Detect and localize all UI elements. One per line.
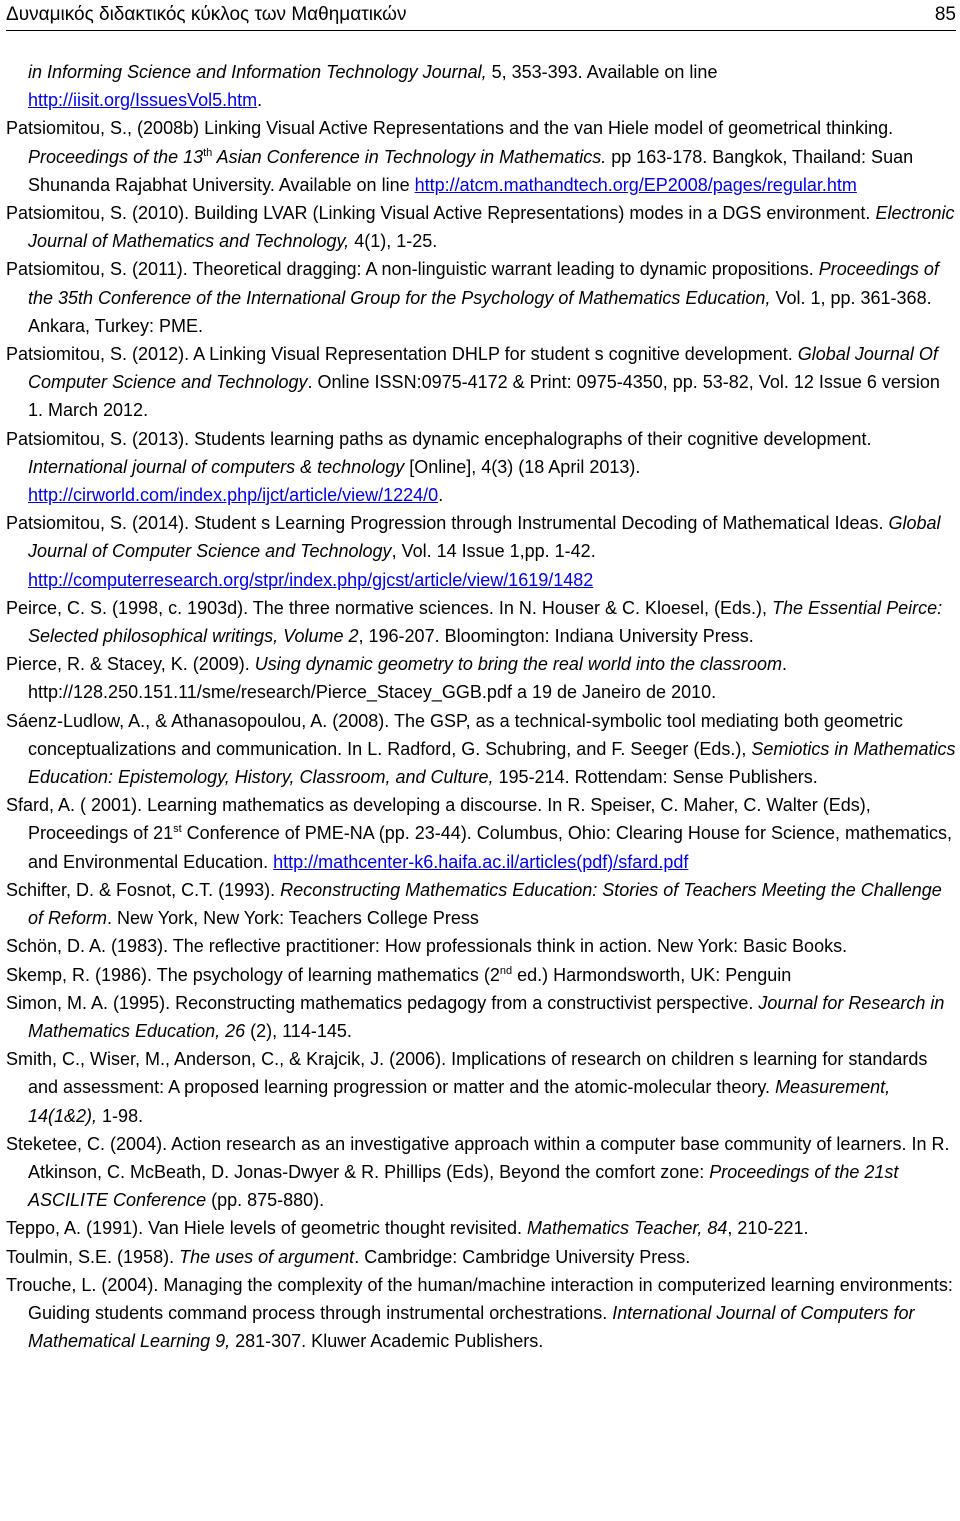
reference-entry <box>6 425 956 510</box>
reference-text: Pierce, R. & Stacey, K. (2009). <box>6 654 255 675</box>
reference-text: Sfard, A. ( 2001). Learning mathematics as developing a discourse. In R. Speiser, C. Maher, C. Walter (Eds), Proceedings of 21 <box>6 795 871 844</box>
reference-text: Patsiomitou, S., (2008b) Linking Visual Active Representations and the van Hiele model of geometrical thinking. <box>6 118 894 139</box>
reference-text: (pp. 875-880). <box>206 1190 325 1211</box>
italic-text: International journal of computers & technology <box>28 456 405 477</box>
reference-entry <box>6 1045 956 1130</box>
italic-text: Electronic Journal of Mathematics and Technology, <box>28 203 955 252</box>
reference-text: Teppo, A. (1991). Van Hiele levels of geometric thought revisited. <box>6 1218 527 1239</box>
reference-text: . Online ISSN:0975-4172 & Print: 0975-4350, pp. 53-82, Vol. 12 Issue 6 version 1. March 2012. <box>28 372 940 421</box>
reference-entry <box>6 199 956 255</box>
reference-entry <box>6 1130 956 1215</box>
superscript-text: nd <box>499 964 513 977</box>
reference-entry <box>6 989 956 1045</box>
reference-text: . Cambridge: Cambridge University Press. <box>354 1246 691 1267</box>
reference-text: Skemp, R. (1986). The psychology of learning mathematics (2 <box>6 964 500 985</box>
reference-text: . <box>257 90 263 111</box>
reference-text: Schön, D. A. (1983). The reflective practitioner: How professionals think in action. New York: Basic Books. <box>6 936 848 957</box>
reference-text: Peirce, C. S. (1998, c. 1903d). The three normative sciences. In N. Houser & C. Kloesel, (Eds.), <box>6 597 773 618</box>
reference-text: 1-98. <box>97 1105 144 1126</box>
reference-text: pp 163-178. Bangkok, Thailand: Suan Shunanda Rajabhat University. Available on line <box>28 146 914 195</box>
reference-text: , 210-221. <box>727 1218 809 1239</box>
italic-text: Journal for Research in Mathematics Education, 26 <box>28 992 945 1041</box>
reference-text: 281-307. Kluwer Academic Publishers. <box>230 1331 544 1352</box>
reference-entry <box>6 255 956 340</box>
superscript-text: st <box>173 823 182 836</box>
italic-text: Global Journal Of Computer Science and Technology <box>28 344 938 393</box>
reference-text: Patsiomitou, S. (2010). Building LVAR (Linking Visual Active Representations) modes in a DGS environment. <box>6 203 876 224</box>
reference-link[interactable]: http://cirworld.com/index.php/ijct/article/view/1224/0 <box>28 485 439 506</box>
reference-text: Patsiomitou, S. (2014). Student s Learning Progression through Instrumental Decoding of Mathematical Ideas. <box>6 513 889 534</box>
reference-text: Toulmin, S.E. (1958). <box>6 1246 180 1267</box>
reference-entry <box>6 340 956 425</box>
reference-text: 4(1), 1-25. <box>349 231 438 252</box>
italic-text: in Informing Science and Information Technology Journal, <box>28 62 487 82</box>
reference-entry <box>6 594 956 650</box>
reference-entry <box>6 876 956 932</box>
reference-text: Patsiomitou, S. (2011). Theoretical dragging: A non-linguistic warrant leading to dynamic propositions. <box>6 259 819 280</box>
reference-text: Steketee, C. (2004). Action research as an investigative approach within a computer base community of learners. In R. Atkinson, C. McBeath, D. Jonas-Dwyer & R. Phillips (Eds), Beyond the comfort zone: <box>6 1133 950 1182</box>
reference-link[interactable]: http://atcm.mathandtech.org/EP2008/pages/regular.htm <box>414 174 857 195</box>
reference-text: Trouche, L. (2004). Managing the complexity of the human/machine interaction in computerized learning environments: Guiding students command process through instrumental orchestrations. <box>6 1274 953 1323</box>
reference-text: (2), 114-145. <box>245 1020 352 1041</box>
italic-text: Semiotics in Mathematics Education: Epistemology, History, Classroom, and Culture, <box>28 738 956 788</box>
reference-text: Schifter, D. & Fosnot, C.T. (1993). <box>6 879 281 900</box>
italic-text: The uses of argument <box>179 1246 355 1267</box>
reference-entry <box>6 1214 956 1242</box>
superscript-text: th <box>203 146 213 159</box>
reference-text: , Vol. 14 Issue 1,pp. 1-42. <box>391 541 596 562</box>
reference-link[interactable]: http://computerresearch.org/stpr/index.php/gjcst/article/view/1619/1482 <box>28 569 594 590</box>
italic-text: Asian Conference in Technology in Mathematics. <box>212 146 607 167</box>
italic-text: International Journal of Computers for Mathematical Learning 9, <box>28 1302 915 1352</box>
italic-text: The Essential Peirce: Selected philosophical writings, Volume 2 <box>28 597 943 647</box>
reference-text: 5, 353-393. Available on line <box>486 62 718 82</box>
reference-text: Sáenz-Ludlow, A., & Athanasopoulou, A. (2008). The GSP, as a technical-symbolic tool mediating both geometric conceptualizations and communication. In L. Radford, G. Schubring, and F. Seeger (Eds.), <box>6 710 903 759</box>
italic-text: Proceedings of the 13 <box>28 146 204 167</box>
reference-text: 195-214. Rottendam: Sense Publishers. <box>493 767 818 788</box>
reference-text: Simon, M. A. (1995). Reconstructing mathematics pedagogy from a constructivist perspective. <box>6 992 759 1013</box>
running-title: Δυναμικός διδακτικός κύκλος των Μαθηματικών <box>6 4 407 25</box>
reference-entry <box>6 1271 956 1356</box>
reference-link[interactable]: http://mathcenter-k6.haifa.ac.il/articles(pdf)/sfard.pdf <box>273 851 689 872</box>
page-number: 85 <box>934 4 956 25</box>
reference-entry <box>6 932 956 960</box>
italic-text: Mathematics Teacher, 84 <box>526 1218 728 1239</box>
reference-text: ed.) Harmondsworth, UK: Penguin <box>512 964 792 985</box>
reference-text: Patsiomitou, S. (2012). A Linking Visual Representation DHLP for student s cognitive development. <box>6 344 798 365</box>
reference-text: . http://128.250.151.11/sme/research/Pierce_Stacey_GGB.pdf a 19 de Janeiro de 2010. <box>28 654 788 703</box>
reference-entry <box>6 58 956 114</box>
reference-text: [Online], 4(3) (18 April 2013). <box>404 456 641 477</box>
italic-text: Proceedings of the 21st ASCILITE Conference <box>28 1161 899 1211</box>
reference-text: Patsiomitou, S. (2013). Students learning paths as dynamic encephalographs of their cognitive development. <box>6 428 872 449</box>
reference-entry <box>6 707 956 792</box>
italic-text: Using dynamic geometry to bring the real world into the classroom <box>254 654 783 675</box>
reference-text: Smith, C., Wiser, M., Anderson, C., & Krajcik, J. (2006). Implications of research on children s learning for standards and assessment: A proposed learning progression or matter and the atomic-molecular theory. <box>6 1049 928 1098</box>
reference-list <box>6 58 956 1355</box>
italic-text: Global Journal of Computer Science and Technology <box>28 513 941 562</box>
reference-text: . New York, New York: Teachers College Press <box>107 908 479 929</box>
reference-entry <box>6 114 956 199</box>
reference-entry <box>6 650 956 706</box>
reference-link[interactable]: http://iisit.org/IssuesVol5.htm <box>28 90 258 111</box>
reference-entry <box>6 1243 956 1271</box>
reference-text: . <box>438 485 444 506</box>
reference-text: , 196-207. Bloomington: Indiana University Press. <box>358 626 754 647</box>
reference-entry <box>6 509 956 594</box>
italic-text: Proceedings of the 35th Conference of the International Group for the Psychology of Mathematics Education, <box>28 259 939 308</box>
italic-text: Measurement, 14(1&2), <box>28 1077 891 1126</box>
reference-entry <box>6 791 956 876</box>
reference-text: Conference of PME-NA (pp. 23-44). Columbus, Ohio: Clearing House for Science, mathematics, and Environmental Education. <box>28 823 953 872</box>
italic-text: Reconstructing Mathematics Education: Stories of Teachers Meeting the Challenge of Reform <box>28 879 942 929</box>
reference-text: Vol. 1, pp. 361-368. Ankara, Turkey: PME. <box>28 287 932 336</box>
page-header <box>6 0 956 31</box>
reference-entry <box>6 961 956 989</box>
